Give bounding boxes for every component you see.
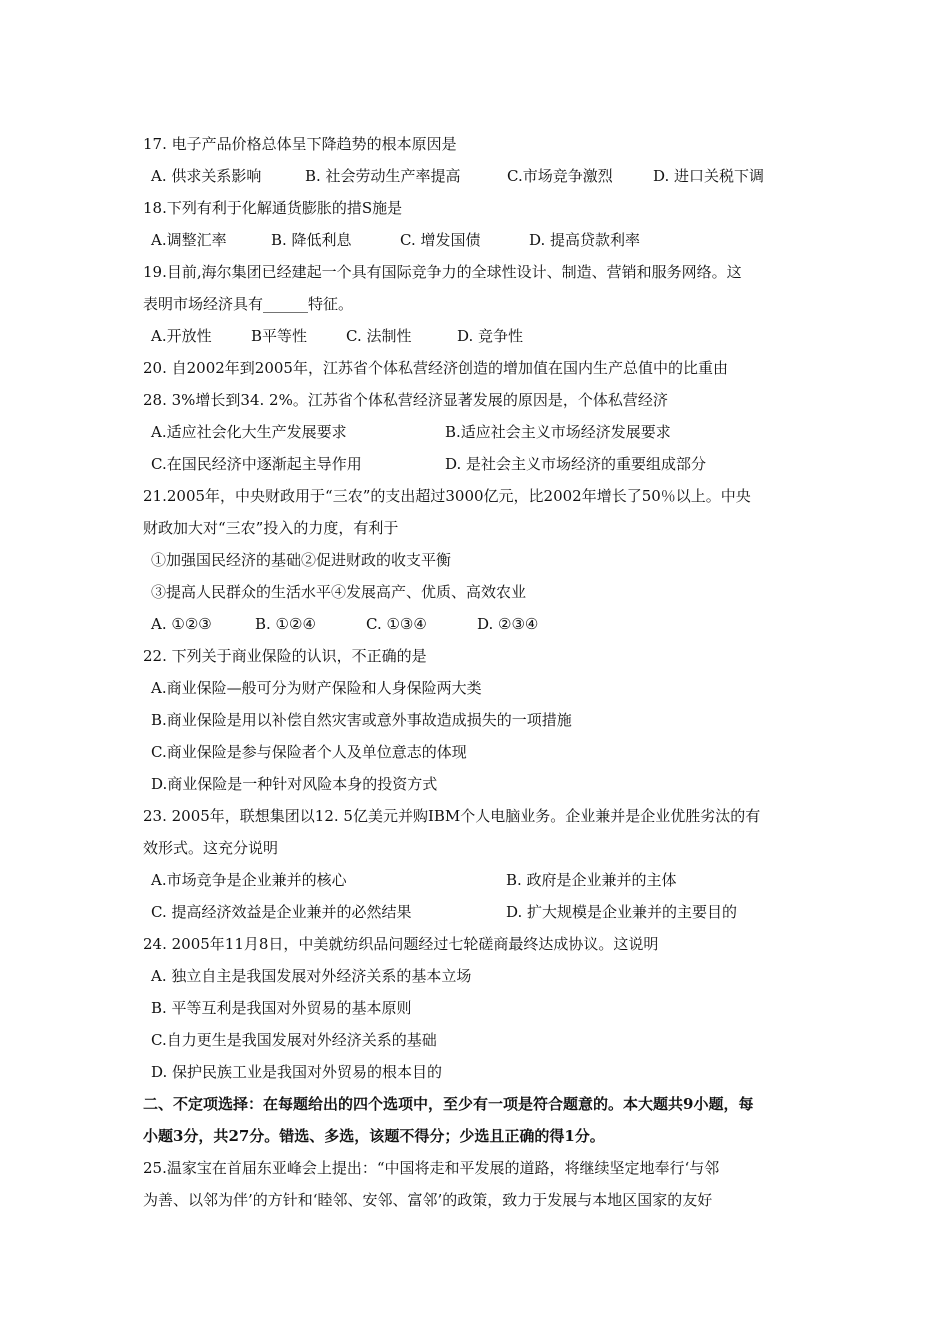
q20-options-row2: [143, 448, 823, 480]
q20-option-a: A.适应社会化大生产发展要求: [151, 423, 347, 441]
q17-option-a: A. 供求关系影响: [151, 167, 262, 185]
q19-option-d: D. 竞争性: [457, 327, 524, 345]
q17-options: [143, 160, 823, 192]
q20-stem-line1: 20. 自2002年到2005年，江苏省个体私营经济创造的增加值在国内生产总值中的比重由: [143, 359, 728, 377]
section2-heading-line2: 小题3分，共27分。错选、多选，该题不得分；少选且正确的得1分。: [143, 1127, 605, 1145]
q21-stem-line2: 财政加大对“三农”投入的力度，有利于: [143, 519, 399, 537]
q25-stem-line2: 为善、以邻为伴’的方针和‘睦邻、安邻、富邻’的政策，致力于发展与本地区国家的友好: [143, 1191, 713, 1209]
q23-option-c: C. 提高经济效益是企业兼并的必然结果: [151, 903, 412, 921]
q20-stem-line2: 28. 3%增长到34. 2%。江苏省个体私营经济显著发展的原因是，个体私营经济: [143, 391, 668, 409]
q21-option-d: D. ②③④: [477, 615, 539, 633]
q21-options: [143, 608, 823, 640]
q23-stem-line2: 效形式。这充分说明: [143, 839, 279, 857]
q18-option-c: C. 增发国债: [400, 231, 481, 249]
q17-stem: 17. 电子产品价格总体呈下降趋势的根本原因是: [143, 135, 457, 153]
q25-stem-line1: 25.温家宝在首届东亚峰会上提出：“中国将走和平发展的道路，将继续坚定地奉行‘与邻: [143, 1159, 720, 1177]
q21-items-line2: ③提高人民群众的生活水平④发展高产、优质、高效农业: [151, 583, 527, 601]
q18-option-d: D. 提高贷款利率: [529, 231, 641, 249]
q18-options: [143, 224, 823, 256]
q17-option-c: C.市场竞争激烈: [507, 167, 613, 185]
q24-option-a: A. 独立自主是我国发展对外经济关系的基本立场: [151, 967, 472, 985]
q21-option-b: B. ①②④: [255, 615, 316, 633]
q23-options-row2: [143, 896, 823, 928]
q20-option-b: B.适应社会主义市场经济发展要求: [445, 423, 671, 441]
q18-stem: 18.下列有利于化解通货膨胀的措S施是: [143, 199, 403, 217]
q22-option-b: B.商业保险是用以补偿自然灾害或意外事故造成损失的一项措施: [151, 711, 572, 729]
q20-option-c: C.在国民经济中逐渐起主导作用: [151, 455, 362, 473]
q22-option-c: C.商业保险是参与保险者个人及单位意志的体现: [151, 743, 467, 761]
q22-option-d: D.商业保险是一种针对风险本身的投资方式: [151, 775, 438, 793]
exam-content: [143, 128, 823, 1216]
q23-options-row1: [143, 864, 823, 896]
q18-option-a: A.调整汇率: [151, 231, 227, 249]
q24-option-c: C.自力更生是我国发展对外经济关系的基础: [151, 1031, 437, 1049]
q23-option-b: B. 政府是企业兼并的主体: [506, 871, 677, 889]
q19-stem-line1: 19.目前,海尔集团已经建起一个具有国际竞争力的全球性设计、制造、营销和服务网络。这: [143, 263, 742, 281]
q21-option-c: C. ①③④: [366, 615, 427, 633]
q24-option-d: D. 保护民族工业是我国对外贸易的根本目的: [151, 1063, 443, 1081]
q17-option-d: D. 进口关税下调: [653, 167, 765, 185]
q20-option-d: D. 是社会主义市场经济的重要组成部分: [445, 455, 707, 473]
q23-option-d: D. 扩大规模是企业兼并的主要目的: [506, 903, 738, 921]
q23-stem-line1: 23. 2005年，联想集团以12. 5亿美元并购IBM个人电脑业务。企业兼并是企业优胜劣汰的有: [143, 807, 761, 825]
q19-option-c: C. 法制性: [346, 327, 412, 345]
q19-option-b: B平等性: [251, 327, 308, 345]
q21-option-a: A. ①②③: [151, 615, 212, 633]
q24-stem: 24. 2005年11月8日，中美就纺织品问题经过七轮磋商最终达成协议。这说明: [143, 935, 659, 953]
q19-options: [143, 320, 823, 352]
q18-option-b: B. 降低利息: [271, 231, 352, 249]
q17-option-b: B. 社会劳动生产率提高: [305, 167, 461, 185]
q23-option-a: A.市场竞争是企业兼并的核心: [151, 871, 347, 889]
q21-stem-line1: 21.2005年，中央财政用于“三农”的支出超过3000亿元，比2002年增长了50％以上。中央: [143, 487, 751, 505]
q21-items-line1: ①加强国民经济的基础②促进财政的收支平衡: [151, 551, 452, 569]
q19-stem-line2: 表明市场经济具有______特征。: [143, 295, 354, 313]
q19-option-a: A.开放性: [151, 327, 212, 345]
q22-option-a: A.商业保险—般可分为财产保险和人身保险两大类: [151, 679, 482, 697]
q20-options-row1: [143, 416, 823, 448]
q22-stem: 22. 下列关于商业保险的认识，不正确的是: [143, 647, 427, 665]
section2-heading-line1: 二、不定项选择：在每题给出的四个选项中，至少有一项是符合题意的。本大题共9小题，每: [143, 1095, 754, 1113]
q24-option-b: B. 平等互利是我国对外贸易的基本原则: [151, 999, 412, 1017]
